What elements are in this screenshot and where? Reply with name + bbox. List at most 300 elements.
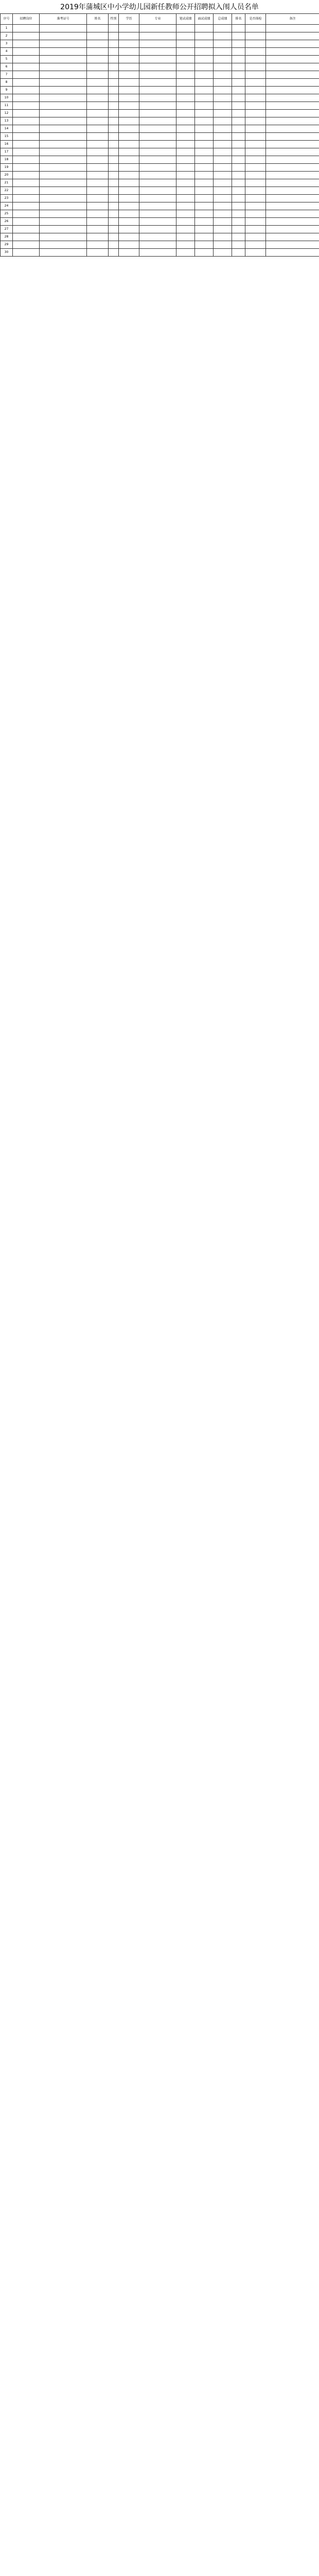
table-cell	[139, 40, 176, 48]
table-row	[1, 187, 319, 195]
table-cell	[139, 125, 176, 133]
table-cell	[13, 233, 40, 241]
table-cell	[139, 56, 176, 63]
table-cell	[214, 141, 232, 148]
table-cell	[245, 218, 266, 226]
table-cell	[176, 63, 195, 71]
table-cell	[119, 40, 139, 48]
table-cell	[40, 179, 87, 187]
table-cell	[119, 79, 139, 87]
table-cell	[232, 218, 245, 226]
table-cell: 24	[1, 202, 13, 210]
table-cell	[232, 249, 245, 257]
table-cell	[139, 195, 176, 202]
table-row	[1, 202, 319, 210]
table-cell	[214, 179, 232, 187]
table-cell	[266, 218, 319, 226]
table-cell	[232, 156, 245, 164]
table-row	[1, 148, 319, 156]
table-cell	[87, 48, 109, 56]
table-cell	[40, 102, 87, 110]
table-cell	[176, 125, 195, 133]
table-cell	[195, 133, 214, 141]
table-cell	[109, 195, 119, 202]
table-cell	[119, 32, 139, 40]
table-cell	[266, 32, 319, 40]
table-cell	[214, 249, 232, 257]
table-cell: 11	[1, 102, 13, 110]
table-cell	[40, 133, 87, 141]
table-cell	[139, 48, 176, 56]
table-cell	[195, 172, 214, 179]
table-cell	[13, 79, 40, 87]
table-cell	[87, 233, 109, 241]
table-cell	[109, 202, 119, 210]
table-cell	[214, 172, 232, 179]
table-cell	[195, 187, 214, 195]
table-cell	[40, 148, 87, 156]
table-cell	[266, 102, 319, 110]
table-cell	[87, 94, 109, 102]
table-cell	[119, 110, 139, 117]
table-cell	[109, 125, 119, 133]
table-cell	[40, 79, 87, 87]
table-row	[1, 164, 319, 172]
table-cell: 4	[1, 48, 13, 56]
table-cell: 29	[1, 241, 13, 249]
table-cell	[232, 233, 245, 241]
table-cell	[195, 164, 214, 172]
table-cell	[40, 56, 87, 63]
table-cell	[119, 195, 139, 202]
column-header: 准考证号	[40, 14, 87, 25]
table-cell	[109, 172, 119, 179]
table-cell	[13, 110, 40, 117]
table-cell	[245, 125, 266, 133]
table-cell	[40, 249, 87, 257]
table-cell	[139, 179, 176, 187]
table-cell	[87, 71, 109, 79]
table-cell	[87, 195, 109, 202]
table-cell	[40, 195, 87, 202]
table-cell	[195, 125, 214, 133]
table-cell	[176, 202, 195, 210]
table-cell	[195, 226, 214, 233]
table-cell	[13, 210, 40, 218]
table-cell	[87, 226, 109, 233]
table-cell	[139, 164, 176, 172]
table-cell	[13, 125, 40, 133]
table-cell	[176, 179, 195, 187]
table-cell	[245, 187, 266, 195]
table-cell	[232, 56, 245, 63]
table-cell	[119, 210, 139, 218]
table-cell	[176, 87, 195, 94]
table-row	[1, 48, 319, 56]
table-cell	[245, 172, 266, 179]
table-cell	[214, 195, 232, 202]
table-cell	[87, 40, 109, 48]
page-title: 2019年蒲城区中小学幼儿园新任教师公开招聘拟入闱人员名单	[60, 3, 259, 11]
table-row	[1, 210, 319, 218]
table-cell	[109, 117, 119, 125]
table-cell	[266, 25, 319, 32]
table-cell	[176, 71, 195, 79]
table-cell	[266, 195, 319, 202]
table-row	[1, 56, 319, 63]
column-header: 笔试成绩	[176, 14, 195, 25]
table-cell	[87, 141, 109, 148]
table-cell	[109, 148, 119, 156]
table-cell	[13, 156, 40, 164]
table-row	[1, 172, 319, 179]
table-cell	[119, 249, 139, 257]
table-cell	[245, 202, 266, 210]
table-cell	[232, 102, 245, 110]
table-cell	[214, 102, 232, 110]
table-cell: 22	[1, 187, 13, 195]
table-cell	[195, 40, 214, 48]
table-cell	[40, 156, 87, 164]
table-row	[1, 117, 319, 125]
table-cell	[232, 71, 245, 79]
table-cell	[266, 233, 319, 241]
table-cell	[119, 94, 139, 102]
table-cell	[87, 25, 109, 32]
table-cell	[195, 79, 214, 87]
table-cell	[109, 218, 119, 226]
table-cell	[13, 25, 40, 32]
table-cell	[214, 63, 232, 71]
table-cell	[176, 110, 195, 117]
table-cell	[266, 179, 319, 187]
table-cell: 30	[1, 249, 13, 257]
table-cell: 28	[1, 233, 13, 241]
table-cell	[13, 32, 40, 40]
table-cell	[139, 202, 176, 210]
table-cell	[195, 110, 214, 117]
table-cell	[13, 241, 40, 249]
table-row	[1, 156, 319, 164]
table-cell	[87, 125, 109, 133]
table-cell	[109, 94, 119, 102]
table-cell	[266, 172, 319, 179]
table-cell	[195, 25, 214, 32]
table-cell	[40, 172, 87, 179]
table-cell	[87, 249, 109, 257]
table-cell	[109, 48, 119, 56]
table-cell	[232, 164, 245, 172]
column-header: 排名	[232, 14, 245, 25]
table-cell: 15	[1, 133, 13, 141]
table-row	[1, 179, 319, 187]
table-cell	[245, 56, 266, 63]
table-cell	[40, 94, 87, 102]
table-row	[1, 141, 319, 148]
table-cell: 16	[1, 141, 13, 148]
table-cell	[119, 63, 139, 71]
column-header: 招聘岗位	[13, 14, 40, 25]
table-cell	[109, 241, 119, 249]
table-cell	[195, 179, 214, 187]
table-cell	[266, 94, 319, 102]
table-cell	[214, 202, 232, 210]
table-cell	[139, 141, 176, 148]
table-cell: 7	[1, 71, 13, 79]
table-cell	[119, 141, 139, 148]
table-cell	[109, 25, 119, 32]
table-cell	[195, 94, 214, 102]
table-cell	[266, 141, 319, 148]
table-cell	[266, 63, 319, 71]
table-cell	[109, 156, 119, 164]
table-cell	[40, 87, 87, 94]
table-cell	[232, 187, 245, 195]
table-cell	[13, 172, 40, 179]
table-row	[1, 241, 319, 249]
table-cell	[232, 25, 245, 32]
table-cell	[245, 164, 266, 172]
table-cell	[109, 102, 119, 110]
table-cell	[266, 164, 319, 172]
table-cell	[245, 79, 266, 87]
table-cell	[87, 241, 109, 249]
table-cell	[40, 202, 87, 210]
table-cell	[232, 48, 245, 56]
table-cell	[109, 56, 119, 63]
table-cell	[245, 94, 266, 102]
table-cell	[176, 32, 195, 40]
table-cell: 10	[1, 94, 13, 102]
table-row	[1, 94, 319, 102]
table-cell	[109, 87, 119, 94]
table-cell	[139, 241, 176, 249]
table-cell	[119, 241, 139, 249]
table-cell	[13, 141, 40, 148]
table-cell	[87, 87, 109, 94]
table-cell	[109, 210, 119, 218]
table-cell	[139, 187, 176, 195]
table-cell	[139, 87, 176, 94]
table-cell	[139, 210, 176, 218]
table-cell	[195, 87, 214, 94]
table-cell	[232, 32, 245, 40]
table-cell	[40, 25, 87, 32]
table-header-row	[1, 14, 319, 25]
document	[0, 0, 319, 257]
table-cell	[13, 179, 40, 187]
table-cell	[139, 117, 176, 125]
column-header: 面试成绩	[195, 14, 214, 25]
table-cell	[119, 87, 139, 94]
table-row	[1, 79, 319, 87]
table-cell	[139, 218, 176, 226]
table-cell	[176, 249, 195, 257]
column-header: 备注	[266, 14, 319, 25]
table-cell	[245, 156, 266, 164]
table-cell	[109, 179, 119, 187]
table-cell	[195, 249, 214, 257]
table-cell	[40, 110, 87, 117]
table-cell	[195, 71, 214, 79]
table-row	[1, 218, 319, 226]
table-cell	[214, 210, 232, 218]
table-cell	[214, 156, 232, 164]
table-cell	[176, 218, 195, 226]
table-cell	[87, 172, 109, 179]
table-cell	[40, 141, 87, 148]
table-cell	[176, 25, 195, 32]
table-cell	[232, 117, 245, 125]
table-cell	[214, 148, 232, 156]
table-cell	[266, 226, 319, 233]
table-cell	[13, 48, 40, 56]
table-cell: 8	[1, 79, 13, 87]
table-cell	[176, 172, 195, 179]
table-cell	[87, 187, 109, 195]
table-cell	[40, 210, 87, 218]
table-cell	[176, 226, 195, 233]
table-cell	[139, 71, 176, 79]
table-cell	[214, 117, 232, 125]
table-cell	[266, 40, 319, 48]
table-cell	[176, 79, 195, 87]
table-cell	[139, 148, 176, 156]
table-cell	[214, 164, 232, 172]
column-header: 专业	[139, 14, 176, 25]
table-cell	[87, 32, 109, 40]
table-cell	[40, 71, 87, 79]
table-cell	[214, 187, 232, 195]
table-cell	[87, 179, 109, 187]
table-cell	[109, 133, 119, 141]
table-cell	[13, 195, 40, 202]
table-cell	[266, 202, 319, 210]
table-cell	[214, 87, 232, 94]
table-cell	[87, 202, 109, 210]
table-cell	[232, 202, 245, 210]
table-cell	[40, 233, 87, 241]
table-cell	[109, 249, 119, 257]
table-cell	[109, 141, 119, 148]
table-cell	[232, 241, 245, 249]
table-cell: 5	[1, 56, 13, 63]
table-cell	[195, 195, 214, 202]
table-cell: 1	[1, 25, 13, 32]
table-cell	[40, 63, 87, 71]
table-cell	[245, 117, 266, 125]
table-cell	[109, 71, 119, 79]
table-row	[1, 226, 319, 233]
table-cell	[266, 48, 319, 56]
table-cell	[232, 79, 245, 87]
table-cell	[87, 156, 109, 164]
table-cell	[195, 117, 214, 125]
table-cell	[245, 210, 266, 218]
table-row	[1, 125, 319, 133]
table-cell	[214, 233, 232, 241]
table-cell	[40, 187, 87, 195]
table-cell	[245, 48, 266, 56]
table-cell	[245, 133, 266, 141]
table-cell	[119, 25, 139, 32]
table-cell	[214, 48, 232, 56]
table-cell	[176, 156, 195, 164]
table-row	[1, 249, 319, 257]
table-cell	[13, 148, 40, 156]
table-cell	[214, 56, 232, 63]
table-row	[1, 102, 319, 110]
table-cell	[109, 32, 119, 40]
table-cell	[245, 87, 266, 94]
table-cell	[13, 164, 40, 172]
column-header: 总成绩	[214, 14, 232, 25]
table-cell	[266, 87, 319, 94]
table-cell	[266, 249, 319, 257]
table-cell	[266, 125, 319, 133]
table-cell	[13, 87, 40, 94]
table-cell: 13	[1, 117, 13, 125]
table-cell	[176, 210, 195, 218]
table-cell	[119, 164, 139, 172]
table-cell	[232, 94, 245, 102]
table-cell	[139, 63, 176, 71]
table-cell	[214, 40, 232, 48]
candidate-table	[0, 13, 319, 257]
table-cell	[266, 187, 319, 195]
table-cell	[245, 110, 266, 117]
table-cell	[139, 79, 176, 87]
table-row	[1, 87, 319, 94]
table-cell	[232, 133, 245, 141]
table-row	[1, 32, 319, 40]
table-cell	[40, 164, 87, 172]
column-header: 姓名	[87, 14, 109, 25]
table-cell	[195, 156, 214, 164]
table-row	[1, 110, 319, 117]
table-cell	[214, 32, 232, 40]
table-cell	[214, 71, 232, 79]
table-cell	[245, 32, 266, 40]
table-cell	[87, 79, 109, 87]
table-cell: 2	[1, 32, 13, 40]
table-cell	[139, 172, 176, 179]
table-cell	[119, 218, 139, 226]
table-cell	[87, 148, 109, 156]
table-cell	[109, 63, 119, 71]
table-cell: 25	[1, 210, 13, 218]
table-cell	[119, 187, 139, 195]
table-row	[1, 233, 319, 241]
table-cell	[245, 179, 266, 187]
table-cell: 12	[1, 110, 13, 117]
table-cell	[245, 141, 266, 148]
table-cell	[13, 102, 40, 110]
table-cell	[232, 172, 245, 179]
table-cell	[13, 218, 40, 226]
table-cell	[87, 110, 109, 117]
table-cell: 6	[1, 63, 13, 71]
table-cell	[119, 133, 139, 141]
table-cell	[232, 110, 245, 117]
table-cell	[139, 102, 176, 110]
table-cell	[87, 210, 109, 218]
table-cell: 17	[1, 148, 13, 156]
table-cell	[87, 102, 109, 110]
table-cell	[245, 71, 266, 79]
table-cell	[109, 233, 119, 241]
table-cell	[13, 117, 40, 125]
